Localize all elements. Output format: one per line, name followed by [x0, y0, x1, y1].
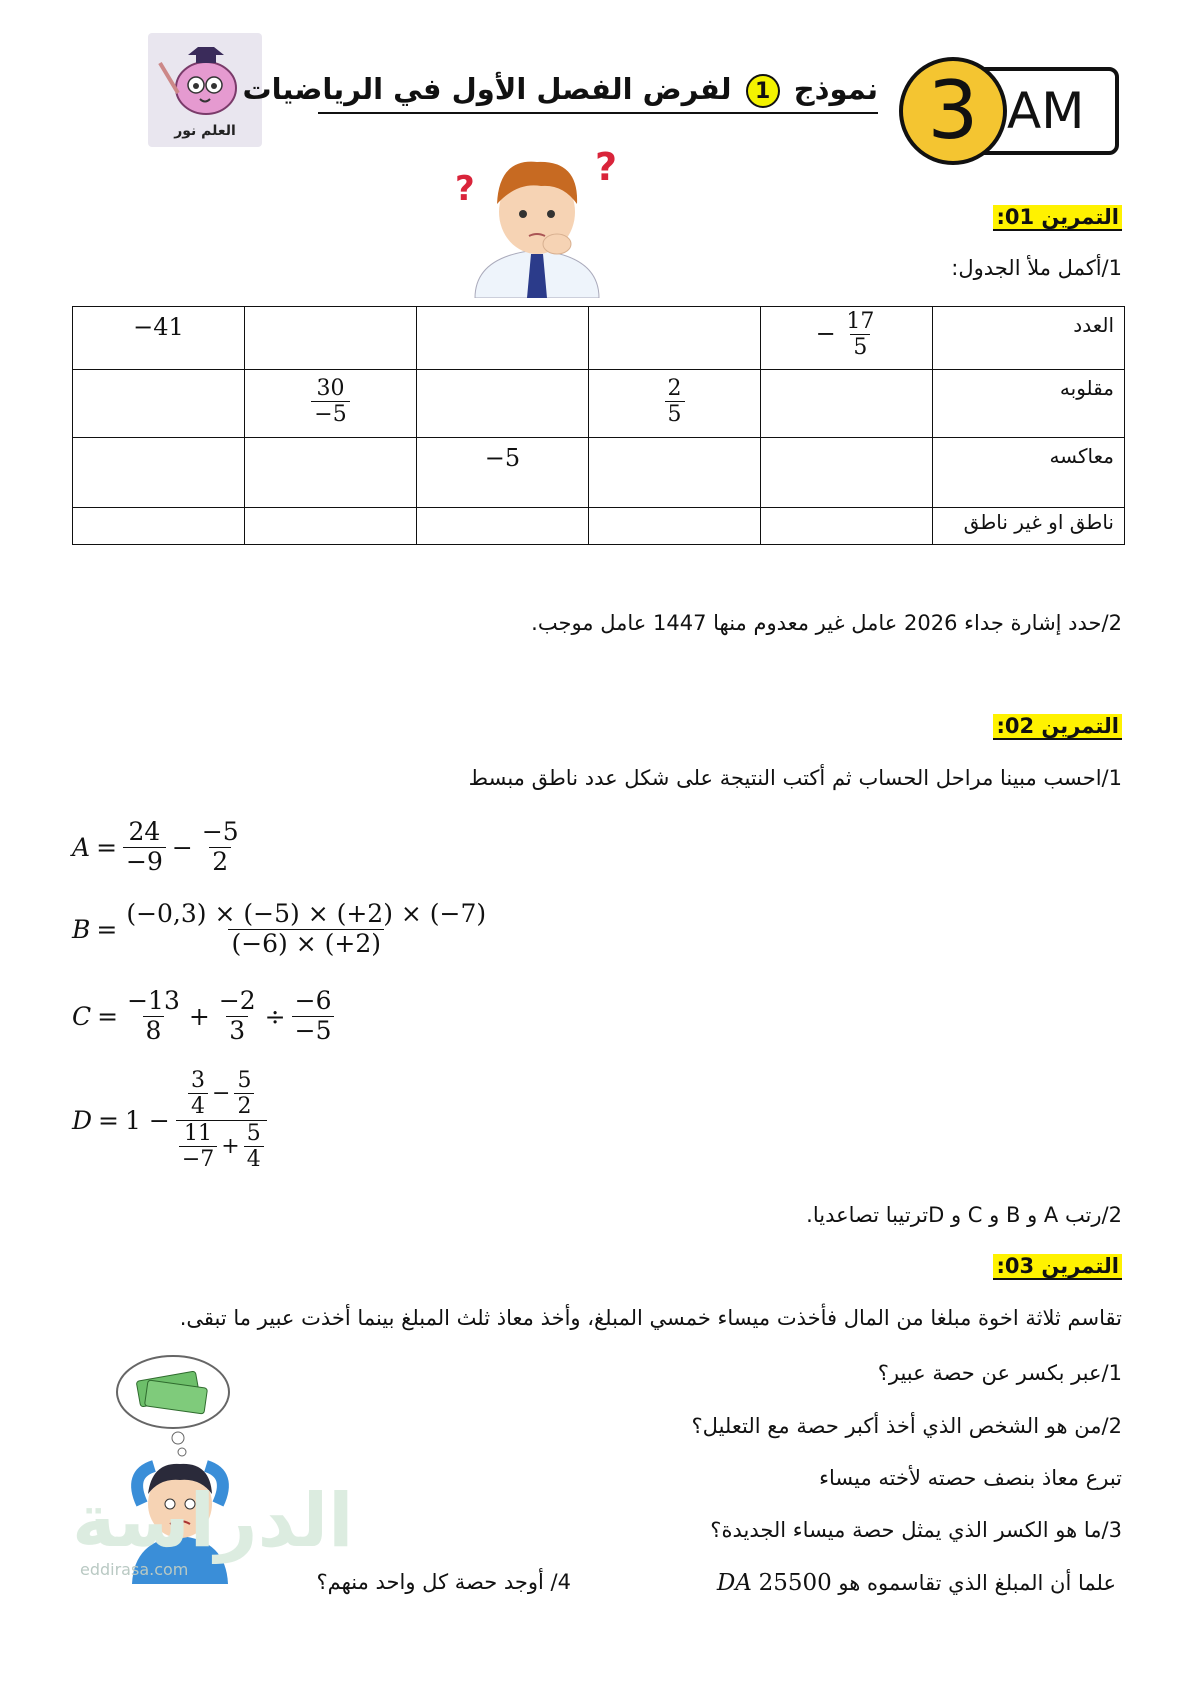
table-cell [761, 438, 933, 508]
svg-text:?: ? [455, 169, 475, 209]
exercise3-question3: 3/ما هو الكسر الذي يمثل حصة ميساء الجديدة؟ [710, 1518, 1122, 1542]
variable-a: A [72, 832, 91, 862]
table-cell [589, 438, 761, 508]
numbers-table [72, 306, 1125, 545]
exercise3-statement: تقاسم ثلاثة اخوة مبلغا من المال فأخذت ميساء خمسي المبلغ، وأخذ معاذ ثلث المبلغ بينما أخذت عبير ما تبقى. [179, 1306, 1122, 1330]
operator: + [221, 1133, 240, 1159]
fraction-denominator: 3 [226, 1016, 248, 1046]
fraction-denominator: 4 [244, 1146, 264, 1172]
fraction-denominator: 2 [209, 847, 231, 877]
amount-text: علما أن المبلغ الذي تقاسموه هو [838, 1571, 1116, 1595]
grade-label: AM [1007, 82, 1085, 140]
number-value-neg41: −41 [133, 313, 184, 341]
table-cell [589, 370, 761, 438]
table-cell [73, 508, 245, 545]
table-row-number [73, 307, 1125, 370]
fraction-numerator: 3 [191, 1068, 206, 1093]
table-cell [73, 370, 245, 438]
expression-c: C = $\frac{-13}{8}$ + $\frac{-2}{3}$ ÷ $\frac{-6}{-5}$ [72, 987, 334, 1046]
table-cell [417, 370, 589, 438]
table-cell [589, 508, 761, 545]
opposite-value: −5 [484, 444, 521, 472]
expression-b: B = $\frac{(-0,3) \times (-5) \times (+2) \times (-7)}{(-6) \times (+2)}$ [72, 900, 489, 959]
thinking-boy-illustration [445, 138, 630, 298]
logo-text: العلم نور [174, 123, 236, 139]
number-value-fraction [761, 307, 932, 361]
fraction-sign: − [815, 319, 836, 348]
exercise2-title: التمرين 02: [993, 714, 1122, 740]
fraction-denominator: 5 [665, 401, 685, 427]
thinking-boy-icon [445, 138, 630, 298]
operator: + [188, 1001, 210, 1031]
exercise1-question2: 2/حدد إشارة جداء 2026 عامل غير معدوم منها 1447 عامل موجب. [531, 611, 1122, 635]
compound-denominator [176, 1120, 267, 1173]
table-row-rational [73, 508, 1125, 545]
amount-value: 25500 [758, 1570, 832, 1596]
table-cell [761, 370, 933, 438]
table-cell [245, 307, 417, 370]
operator: − [212, 1081, 231, 1107]
exercise1-title-wrap [993, 205, 1122, 229]
fraction-numerator: (−0,3) × (−5) × (+2) × (−7) [126, 899, 487, 928]
fraction-numerator: −2 [218, 986, 256, 1015]
fraction-numerator: −6 [294, 986, 332, 1015]
exercise3-title-wrap [993, 1254, 1122, 1278]
reciprocal-value-b [589, 370, 760, 428]
fraction-numerator: 17 [846, 309, 875, 334]
exercise2-question1: 1/احسب مبينا مراحل الحساب ثم أكتب النتيجة على شكل عدد ناطق مبسط [468, 766, 1122, 790]
operator: − [171, 832, 193, 862]
table-cell [761, 307, 933, 370]
variable-d: D [72, 1105, 93, 1135]
exercise3-question2: 2/من هو الشخص الذي أخذ أكبر حصة مع التعليل؟ [691, 1414, 1122, 1438]
table-cell [417, 438, 589, 508]
fraction-denominator: −7 [179, 1146, 217, 1172]
exercise2-question2: 2/رتب A و B و C و Dترتيبا تصاعديا. [806, 1203, 1122, 1227]
grade-number: 3 [927, 64, 979, 157]
row-label-number: العدد [933, 307, 1125, 370]
svg-text:?: ? [595, 145, 618, 189]
fraction-denominator: −9 [123, 847, 166, 877]
title-suffix: لفرض الفصل الأول في الرياضيات [242, 72, 732, 106]
fraction-denominator: 8 [143, 1016, 165, 1046]
amount-unit: DA [716, 1570, 752, 1596]
operator: ÷ [264, 1001, 286, 1031]
fraction-numerator: −5 [201, 817, 239, 846]
fraction-denominator: 4 [188, 1093, 208, 1119]
watermark-site: eddirasa.com [80, 1560, 189, 1579]
table-cell [417, 508, 589, 545]
expression-d: D = 1 − $\frac{3}{4}$ − $\frac{5}{2}$ $\frac{11}{-7}$ + $\frac{5}{4}$ [72, 1068, 267, 1172]
variable-c: C [72, 1001, 92, 1031]
fraction-numerator: 5 [237, 1068, 252, 1093]
table-cell [245, 370, 417, 438]
table-cell [73, 307, 245, 370]
exercise3-amount [717, 1570, 1116, 1596]
fraction-numerator: 30 [316, 376, 345, 401]
compound-fraction [176, 1068, 267, 1172]
compound-numerator [185, 1068, 257, 1120]
exercise3-question1: 1/عبر بكسر عن حصة عبير؟ [877, 1361, 1122, 1385]
table-row-reciprocal [73, 370, 1125, 438]
variable-b: B [72, 914, 91, 944]
fraction-numerator: 11 [184, 1120, 213, 1146]
fraction-numerator: 24 [128, 817, 161, 846]
model-number-badge: 1 [746, 74, 780, 108]
table-cell [761, 508, 933, 545]
table-cell [245, 438, 417, 508]
table-cell [73, 438, 245, 508]
fraction-denominator: 5 [850, 334, 870, 360]
exercise3-question4: 4/ أوجد حصة كل واحد منهم؟ [316, 1570, 571, 1594]
watermark-arabic: الدراسة [72, 1478, 354, 1564]
table-cell [417, 307, 589, 370]
fraction-denominator: 2 [234, 1093, 254, 1119]
table-cell [245, 508, 417, 545]
table-row-opposite [73, 438, 1125, 508]
exercise2-title-wrap [993, 714, 1122, 738]
table-cell [589, 307, 761, 370]
fraction-numerator: 2 [667, 376, 682, 401]
page-title [242, 72, 878, 114]
expression-a: A = $\frac{24}{-9}$ − $\frac{-5}{2}$ [72, 818, 242, 877]
expression-d-lead: 1 − [125, 1105, 170, 1135]
fraction-denominator: (−6) × (+2) [228, 929, 384, 959]
fraction-numerator: 5 [246, 1120, 261, 1146]
row-label-reciprocal: مقلوبه [933, 370, 1125, 438]
reciprocal-value-a [245, 370, 416, 428]
exercise1-title: التمرين 01: [993, 205, 1122, 231]
row-label-rational: ناطق او غير ناطق [933, 508, 1125, 545]
exercise3-title: التمرين 03: [993, 1254, 1122, 1280]
grade-badge [895, 55, 1123, 167]
fraction-denominator: −5 [311, 401, 349, 427]
fraction-numerator: −13 [127, 986, 180, 1015]
row-label-opposite: معاكسه [933, 438, 1125, 508]
fraction-denominator: −5 [292, 1016, 335, 1046]
exercise1-question1: 1/أكمل ملأ الجدول: [951, 256, 1122, 280]
title-prefix: نموذج [793, 72, 878, 106]
exercise3-note: تبرع معاذ بنصف حصته لأخته ميساء [819, 1466, 1122, 1490]
